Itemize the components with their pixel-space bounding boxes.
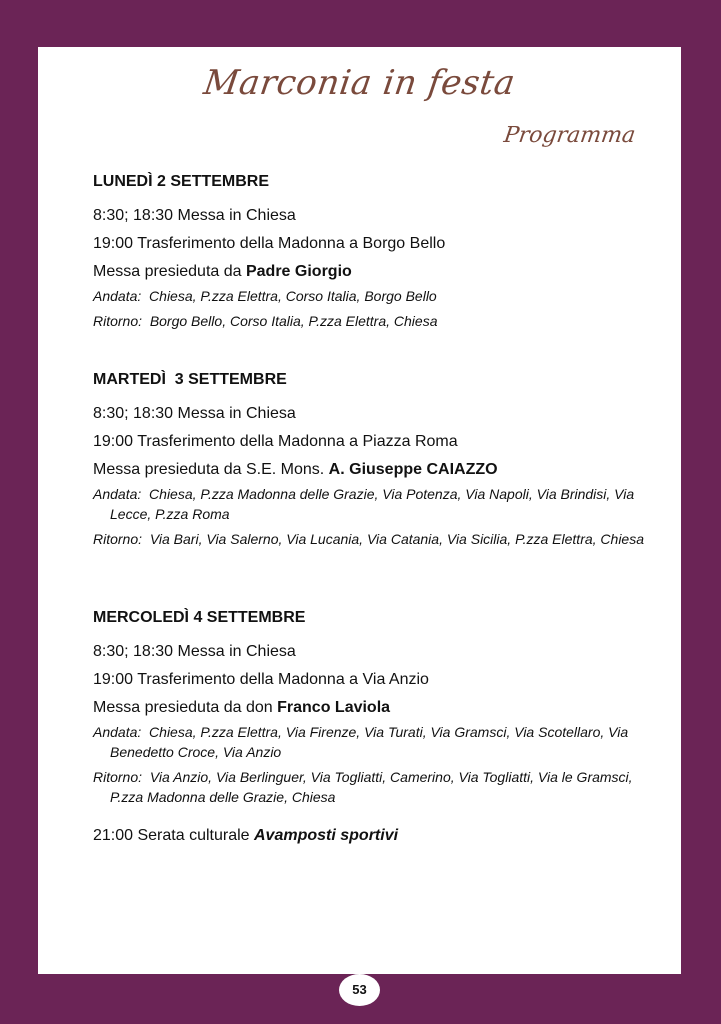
ritorno-route [93,767,653,807]
day-heading: LUNEDÌ 2 SETTEMBRE [93,173,270,190]
evening-event [93,822,398,850]
presider-name: A. Giuseppe CAIAZZO [328,461,498,478]
andata-stops: Chiesa, P.zza Elettra, Corso Italia, Borgo Bello [149,288,437,304]
ritorno-label: Ritorno: [93,769,143,785]
transfer-line: 19:00 Trasferimento della Madonna a Via Anzio [93,671,429,688]
andata-label: Andata: [93,486,142,502]
ritorno-stops: Via Bari, Via Salerno, Via Lucania, Via Catania, Via Sicilia, P.zza Elettra, Chiesa [149,531,644,547]
day-section [93,370,653,554]
page-number: 53 [339,974,380,1006]
mass-times: 8:30; 18:30 Messa in Chiesa [93,207,296,224]
andata-label: Andata: [93,724,142,740]
ritorno-label: Ritorno: [93,313,143,329]
andata-stops: Chiesa, P.zza Madonna delle Grazie, Via Potenza, Via Napoli, Via Brindisi, Via Lecce, P.zza Roma [110,486,635,522]
mass-times: 8:30; 18:30 Messa in Chiesa [93,643,296,660]
day-heading: MERCOLEDÌ 4 SETTEMBRE [93,609,306,626]
day-section [93,172,445,336]
document-title: Marconia in festa [201,63,518,103]
ritorno-route [93,311,445,331]
presided-prefix: Messa presieduta da S.E. Mons. [93,461,329,478]
evening-event-name: Avamposti sportivi [254,827,399,844]
document-subtitle: Programma [502,123,637,148]
page [38,47,681,974]
andata-label: Andata: [93,288,142,304]
ritorno-route [93,529,653,549]
ritorno-label: Ritorno: [93,531,143,547]
presider-name: Franco Laviola [277,699,391,716]
mass-times: 8:30; 18:30 Messa in Chiesa [93,405,296,422]
day-section [93,608,653,812]
ritorno-stops: Borgo Bello, Corso Italia, P.zza Elettra, Chiesa [149,313,438,329]
andata-route [93,286,445,306]
presided-line [93,694,653,722]
transfer-line: 19:00 Trasferimento della Madonna a Piazza Roma [93,433,458,450]
andata-stops: Chiesa, P.zza Elettra, Via Firenze, Via Turati, Via Gramsci, Via Scotellaro, Via Benedetto Croce, Via Anzio [110,724,629,760]
transfer-line: 19:00 Trasferimento della Madonna a Borgo Bello [93,235,446,252]
presided-line [93,456,653,484]
presided-prefix: Messa presieduta da [93,263,246,280]
presided-prefix: Messa presieduta da don [93,699,278,716]
presided-line [93,258,445,286]
andata-route [93,722,653,762]
evening-prefix: 21:00 Serata culturale [93,827,254,844]
day-heading: MARTEDÌ 3 SETTEMBRE [93,371,287,388]
ritorno-stops: Via Anzio, Via Berlinguer, Via Togliatti, Camerino, Via Togliatti, Via le Gramsci, P.zza Madonna delle Grazie, Chiesa [110,769,633,805]
presider-name: Padre Giorgio [245,263,352,280]
andata-route [93,484,653,524]
